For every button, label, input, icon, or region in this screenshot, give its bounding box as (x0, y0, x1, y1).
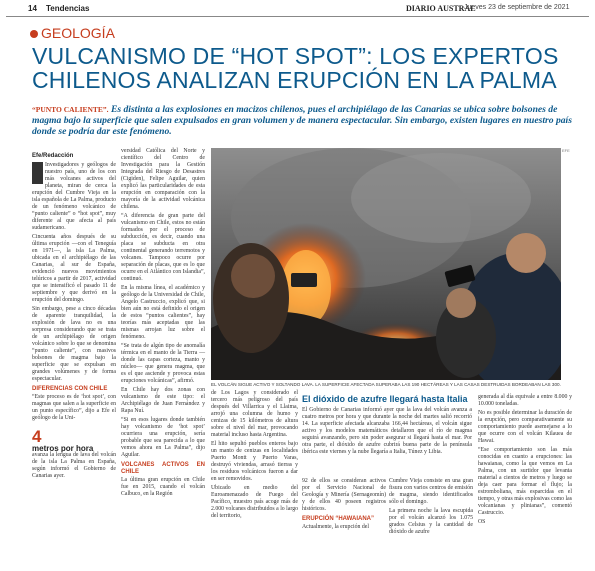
lead-paragraph (32, 104, 572, 137)
volcano-photo-image (211, 148, 561, 380)
headline: VULCANISMO DE “HOT SPOT”: LOS EXPERTOS CHILENOS ANALIZAN ERUPCIÓN EN LA PALMA (32, 43, 559, 93)
drop-cap-block (32, 162, 43, 184)
photo-credit: EFE (562, 148, 570, 153)
body-paragraph: La última gran erupción en Chile fue en 2015, cuando el volcán Calbuco, en la Región (121, 477, 205, 497)
body-paragraph: No es posible determinar la duración de la erupción, pero comparativamente su comportamiento puede asemejarse a lo que ocurre con el volcán Kilauea de Hawai. (478, 410, 572, 444)
body-paragraph: La primera noche la lava escupida por el volcán alcanzó los 1.075 grados Celsius y la cantidad de dióxido de azufre (389, 508, 473, 535)
page-header (6, 3, 589, 17)
column-1 (32, 162, 116, 482)
end-mark: OS (478, 519, 486, 525)
body-paragraph: Sin embargo, pese a cinco décadas de aparente tranquilidad, la explosión de lava no es una sorpresa considerando que se trata de un archipiélago de origen volcánico sobre lo que se denomina “punto caliente”, con masivos bolsones de magma bajo la superficie que se expulsan en grandes volúmenes y de forma espectacular. (32, 306, 116, 382)
photo-caption: EL VOLCÁN SIGUE ACTIVO Y SOLTANDO LAVA. LA SUPERFICIE AFECTADA SUPERABA LAS 190 HECTÁREAS Y LAS CASAS DESTRUIDAS BORDEABAN LAS 300. (211, 382, 561, 387)
stat-text: avanza la lengua de lava del volcán de la isla La Palma en España, según informó el Gobierno de Canarias ayer. (32, 452, 116, 479)
body-paragraph: generada al día equivale a entre 8.000 y 10.000 toneladas. (478, 394, 572, 407)
page-number: 14 (28, 4, 37, 13)
body-paragraph: “Ese comportamiento son las más conocidas en cuanto a erupciones: las hawaianas, como la que vemos en La Palma, con un surtidor que levanta material a cientos de metros y luego se deja caer para formar el flujo; la estromboliana, más esparcidas en el tiempo, y otras más explosivas como las volcanianas y plinianas”, comentó Castruccio. (478, 447, 572, 516)
body-paragraph: Cumbre Vieja consiste en una gran fisura con varios centros de emisión de magma, siendo identificados sólo el domingo. (389, 478, 473, 505)
body-paragraph: En la misma línea, el académico y geólogo de la Universidad de Chile, Angelo Castruccio, explicó que, si bien aún no está definido el origen de estos “puntos calientes”, hay teorías más aceptadas que las mismas arrojan luz sobre el fenómeno. (121, 285, 205, 340)
body-paragraph: “Si en esos lugares donde también hay volcanismo de ‘hot spot’ ocurriera una erupción, sería probable que sea parecida a lo que vemos ahora en La Palma”, dijo Aguilar. (121, 417, 205, 458)
box-title: El dióxido de azufre llegará hasta Italia (302, 394, 468, 404)
body-paragraph: Cincuenta años después de su última erupción —con el Teneguía en 1971—, la isla La Palma, ubicada en el archipiélago de las Canarias, al sur de España, evidenció nuevos movimientos telúricos a partir de 2017, actividad que se intensificó el pasado 11 de septiembre y que derivó en la erupción del domingo. (32, 234, 116, 303)
issue-date: Jueves 23 de septiembre de 2021 (464, 4, 570, 11)
section-name: Tendencias (46, 4, 90, 13)
body-paragraph: “Este proceso es de ‘hot spot’, con magmas que salen a la superficie en un punto específico”, dijo a Efe el geólogo de la Uni- (32, 394, 116, 421)
body-paragraph: Ubicado en medio del Euroamenazado de Fuego del Pacífico, muestro país acoge más de 2.000 volcanes distribuidos a lo largo del territorio, (211, 485, 298, 519)
kicker-label: GEOLOGÍA (41, 25, 115, 41)
sidebar-box (302, 394, 472, 456)
column-3 (211, 390, 298, 522)
body-paragraph: “Se trata de algún tipo de anomalía térmica en el manto de la Tierra —donde las capas corteza, manto y núcleo— que genera magma, que es el que asciende y provoca estas erupciones volcánicas”, afirmó. (121, 343, 205, 384)
body-paragraph: En Chile hay dos zonas con vulcanismo de este tipo: el Archipiélago de Juan Fernández y Rapa Nuí. (121, 387, 205, 414)
byline: Efe/Redacción (32, 153, 74, 159)
body-paragraph: Actualmente, la erupción del (302, 524, 369, 530)
lead-text: Es distinta a las explosiones en macizos chilenos, pues el archipiélago de las Canarias se ubica sobre bolsones de magma bajo la superficie que salen expulsados en gran volumen y de manera espectacular. Sin embargo, existen lugares en nuestro país donde se podría dar este fenómeno. (32, 104, 572, 137)
column-6 (478, 394, 572, 526)
body-paragraph: Investigadores y geólogos de nuestro país, uno de los con más volcanes activos del planeta, miran de cerca la erupción del Cumbre Vieja en la isla española de La Palma, producto de un fenómeno volcánico de “punto caliente” o “hot spot”, muy diferente al que afecta al país sudamericano. (32, 162, 116, 231)
stat-number: 4 (32, 427, 42, 446)
stat-label: metros por hora (32, 444, 94, 453)
section-kicker (30, 25, 115, 41)
body-paragraph: “A diferencia de gran parte del vulcanismo en Chile, estos no están formados por el proceso de subducción, es decir, cuando una placa se subducta en otra continental generando terremotos y volcanes. Tampoco ocurre por separación de placas, que es lo que ocurre en el Atlántico con Islandia”, continuó. (121, 213, 205, 282)
column-4 (302, 478, 386, 533)
body-paragraph: El hito sepultó pueblos enteros bajo un manto de cenizas en localidades Puerto Montt y Puerto Varas, destruyó viviendas, arrasó tierras y los residuos volcánicos fueron a dar en ser removidos. (211, 441, 298, 482)
subheading: DIFERENCIAS CON CHILE (32, 386, 108, 392)
box-text: El Gobierno de Canarias informó ayer que la lava del volcán avanza a cuatro metros por hora y que durante la noche del martes salió recorrió 14. La superficie afectada alcanzaba 166,44 hectáreas, el volcán sigue activo y los modelos matemáticos detallaron que el río de magma seguirá avanzando, pero sin poder asegurar si llegará hasta el mar. Por otra parte, el dióxido de azufre cubrirá buena parte de la península ibérica este viernes y la nube llegaría a Italia, Túnez y Libia. (302, 407, 472, 455)
newspaper-name: DIARIO AUSTRAL (406, 4, 476, 13)
lead-tag: “PUNTO CALIENTE”. (32, 105, 109, 114)
subheading: ERUPCIÓN “HAWAIANA” (302, 516, 375, 522)
bullet-dot-icon (30, 30, 38, 38)
subheading: VOLCANES ACTIVOS EN CHILE (121, 462, 205, 475)
body-paragraph: 92 de ellos se consideran activos por el Servicio Nacional de Geología y Minería (Sernageomín) y de ellos 40 poseen registros históricos. (302, 478, 386, 512)
body-paragraph: de Los Lagos y considerado el tercero más peligroso del país después del Villarrica y el Llaima, arrojó una columna de humo y cenizas de 15 kilómetros de altura sobre el nivel del mar, provocando material incluso hasta Argentina. (211, 390, 298, 438)
body-paragraph: versidad Católica del Norte y científico del Centro de Investigación para la Gestión Integrada del Riesgo de Desastres (Cigiden), Felipe Aguilar, quien explicó las particularidades de esta erupción en comparación con la mayoría de la actividad volcánica chilena. (121, 148, 205, 210)
article-photo (211, 148, 561, 380)
column-2 (121, 148, 205, 500)
column-5 (389, 478, 473, 538)
